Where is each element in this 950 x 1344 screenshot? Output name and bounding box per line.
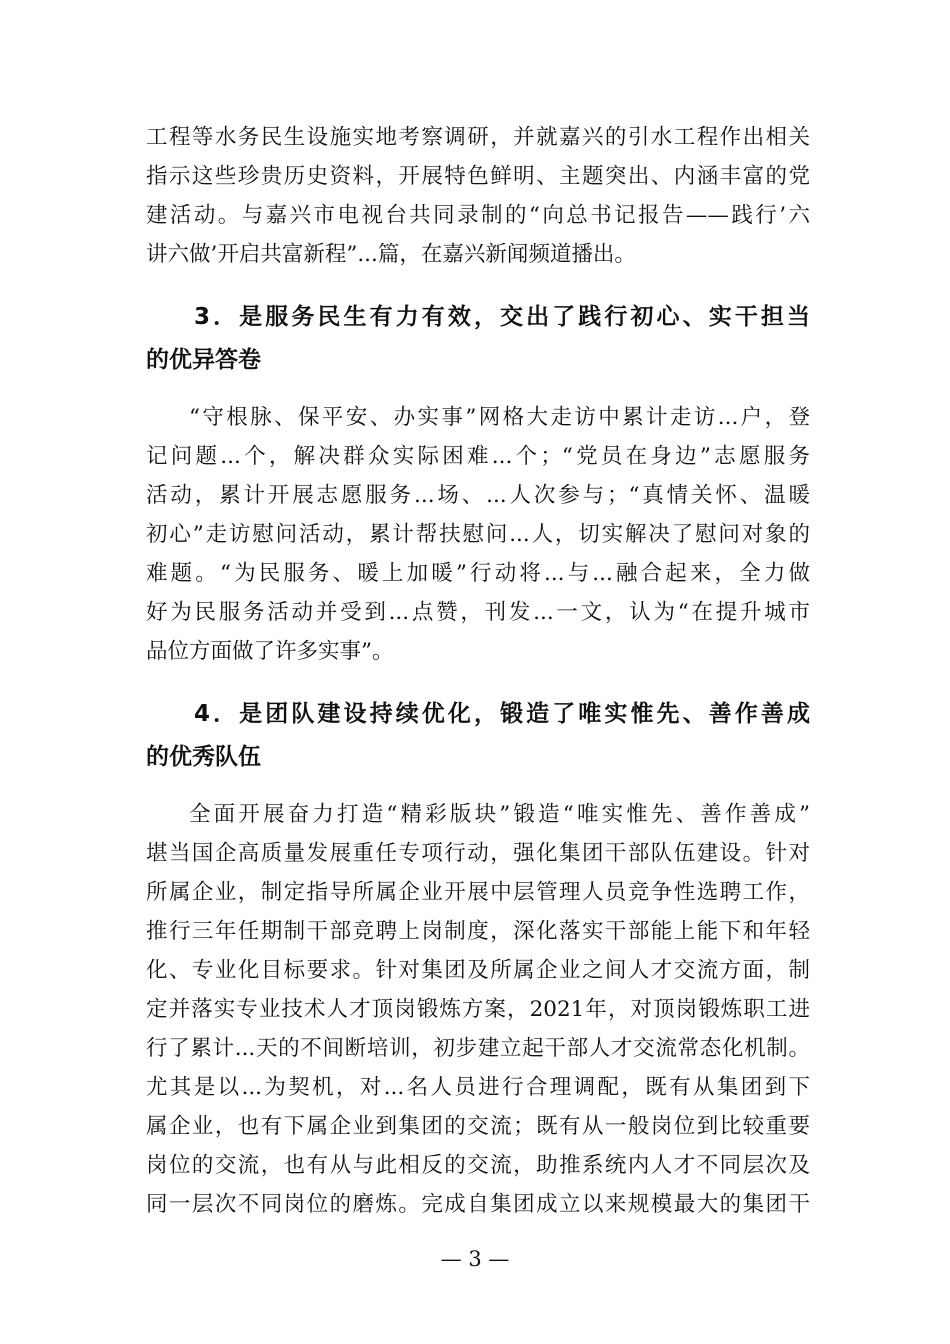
text-line: 活动，累计开展志愿服务...场、...人次参与；“真情关怀、温暖: [146, 483, 810, 508]
text-line: 化、专业化目标要求。针对集团及所属企业之间人才交流方面，制: [146, 958, 810, 983]
text-line: 初心”走访慰问活动，累计帮扶慰问...人，切实解决了慰问对象的: [146, 522, 810, 547]
text-line: 推行三年任期制干部竞聘上岗制度，深化落实干部能上能下和年轻: [146, 919, 810, 944]
section-heading-4: [146, 693, 810, 779]
heading-line: 4．是团队建设持续优化，锻造了唯实惟先、善作善成: [194, 701, 810, 727]
paragraph-1: [146, 118, 810, 274]
heading-line: 3．是服务民生有力有效，交出了践行初心、实干担当: [194, 304, 810, 330]
text-line: 难题。“为民服务、暖上加暖”行动将...与...融合起来，全力做: [146, 561, 810, 586]
text-line: 品位方面做了许多实事”。: [146, 639, 394, 664]
paragraph-2: [146, 398, 810, 671]
text-line: 尤其是以...为契机，对...名人员进行合理调配，既有从集团到下: [146, 1075, 810, 1100]
text-line: 同一层次不同岗位的磨炼。完成自集团成立以来规模最大的集团干: [146, 1192, 810, 1217]
page-number: — 3 —: [440, 1247, 510, 1271]
text-line: 行了累计...天的不间断培训，初步建立起干部人才交流常态化机制。: [146, 1036, 810, 1061]
text-line: 岗位的交流，也有从与此相反的交流，助推系统内人才不同层次及: [146, 1153, 810, 1178]
text-line: 定并落实专业技术人才顶岗锻炼方案，2021年，对顶岗锻炼职工进: [146, 997, 810, 1022]
text-line: 全面开展奋力打造“精彩版块”锻造“唯实惟先、善作善成”: [189, 802, 810, 827]
text-line: 建活动。与嘉兴市电视台共同录制的“向总书记报告——践行’六: [146, 203, 810, 228]
text-line: 指示这些珍贵历史资料，开展特色鲜明、主题突出、内涵丰富的党: [146, 164, 810, 189]
text-line: 所属企业，制定指导所属企业开展中层管理人员竞争性选聘工作，: [146, 880, 810, 905]
heading-line: 的优异答卷: [146, 347, 261, 373]
text-line: 记问题...个，解决群众实际困难...个；“党员在身边”志愿服务: [146, 444, 810, 469]
text-line: 讲六做’开启共富新程”...篇，在嘉兴新闻频道播出。: [146, 242, 636, 267]
text-line: “守根脉、保平安、办实事”网格大走访中累计走访...户，登: [189, 405, 810, 430]
text-line: 好为民服务活动并受到...点赞，刊发...一文，认为“在提升城市: [146, 600, 810, 625]
text-line: 工程等水务民生设施实地考察调研，并就嘉兴的引水工程作出相关: [146, 125, 810, 150]
text-line: 属企业，也有下属企业到集团的交流；既有从一般岗位到比较重要: [146, 1114, 810, 1139]
paragraph-3: [146, 795, 810, 1224]
document-body: [146, 118, 810, 1224]
text-line: 堪当国企高质量发展重任专项行动，强化集团干部队伍建设。针对: [146, 841, 810, 866]
section-heading-3: [146, 296, 810, 382]
heading-line: 的优秀队伍: [146, 744, 261, 770]
